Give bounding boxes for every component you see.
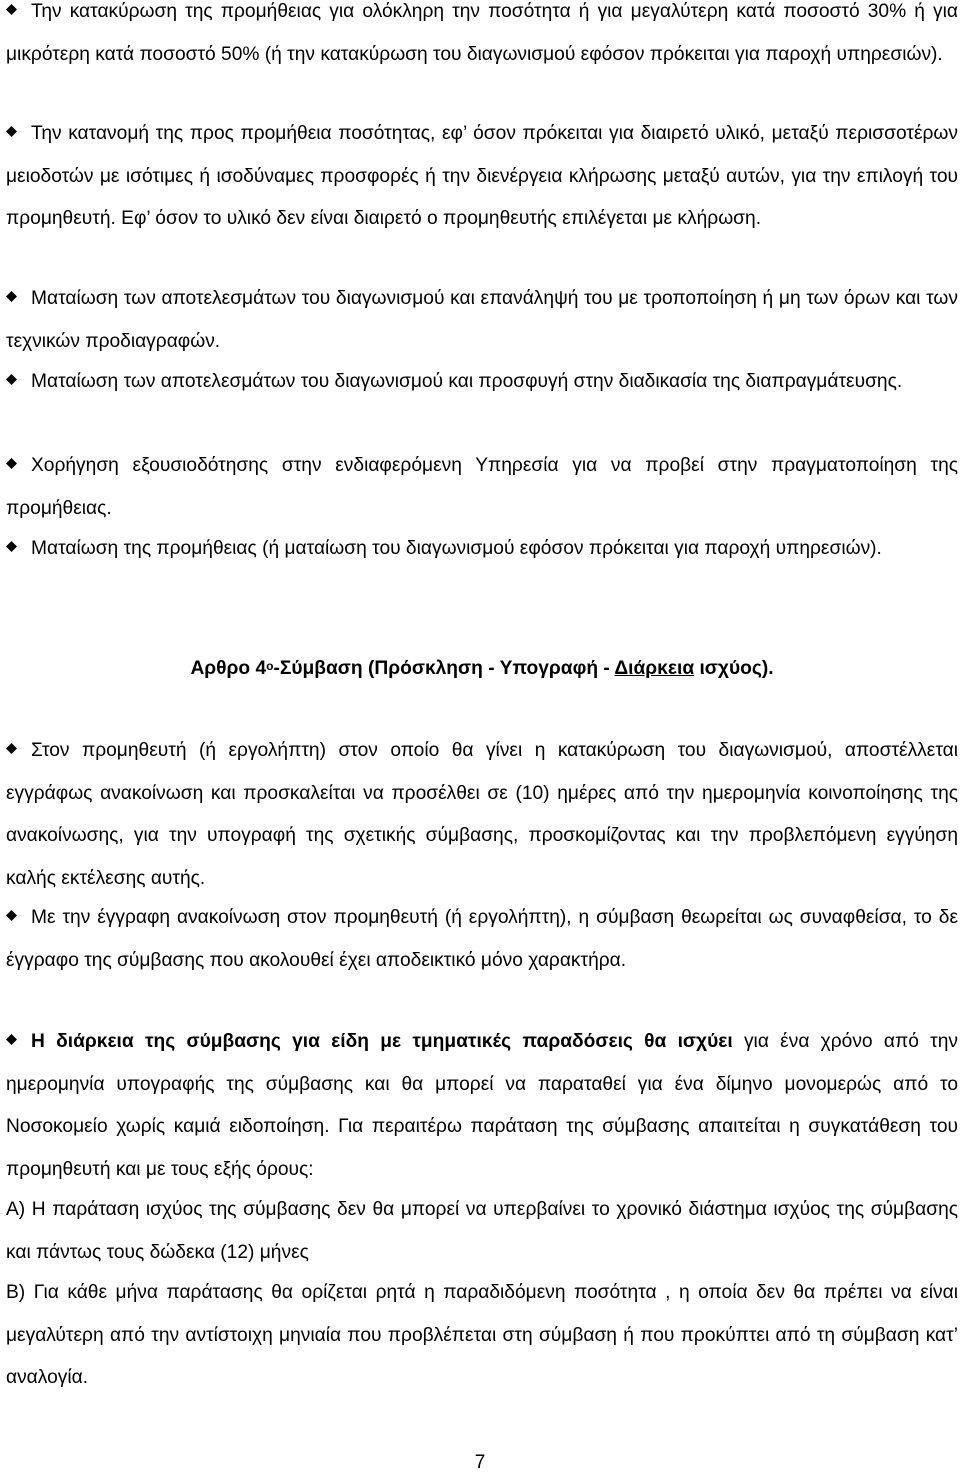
paragraph-text: Την κατακύρωση της προμήθειας για ολόκληρη την ποσότητα ή για μεγαλύτερη κατά ποσοστό 30% ή για μικρότερη κατά ποσοστό 50% (ή την κατακύρωση του διαγωνισμού εφόσον πρόκειται για παροχή υπηρεσιών).	[6, 1, 958, 65]
list-item	[6, 361, 958, 404]
list-item	[6, 730, 958, 900]
list-item	[6, 278, 958, 363]
duration-bold-text: Η διάρκεια της σύμβασης για είδη με τμηματικές παραδόσεις θα ισχύει	[31, 1031, 733, 1052]
condition-a: Α) Η παράταση ισχύος της σύμβασης δεν θα μπορεί να υπερβαίνει το χρονικό διάστημα ισχύος της σύμβασης και πάντως τους δώδεκα (12) μήνες	[6, 1199, 958, 1263]
list-item-text: Χορήγηση εξουσιοδότησης στην ενδιαφερόμενη Υπηρεσία για να προβεί στην πραγματοποίηση της προμήθειας.	[6, 455, 958, 519]
diamond-bullet-icon	[6, 4, 17, 15]
list-item	[6, 528, 958, 571]
diamond-bullet-icon	[6, 541, 17, 552]
diamond-bullet-icon	[6, 291, 17, 302]
page-number: 7	[474, 1452, 486, 1473]
diamond-bullet-icon	[6, 743, 17, 754]
list-item-text: Ματαίωση των αποτελεσμάτων του διαγωνισμού και επανάληψή του με τροποποίηση ή μη των όρων και των τεχνικών προδιαγραφών.	[6, 288, 958, 352]
list-item	[6, 897, 958, 982]
list-item	[6, 113, 958, 241]
diamond-bullet-icon	[6, 126, 17, 137]
duration-text: για ένα χρόνο από την ημερομηνία υπογραφής της σύμβασης και θα μπορεί να παραταθεί για ένα δίμηνο μονομερώς από το Νοσοκομείο χωρίς καμιά ειδοποίηση. Για περαιτέρω παράταση της σύμβασης απαιτείται η συγκατάθεση του προμηθευτή και με τους εξής όρους:	[6, 1031, 958, 1180]
diamond-bullet-icon	[6, 1034, 17, 1045]
continuation-paragraph	[6, 0, 958, 76]
list-item-text: Με την έγγραφη ανακοίνωση στον προμηθευτή (ή εργολήπτη), η σύμβαση θεωρείται ως συναφθείσα, το δε έγγραφο της σύμβασης που ακολουθεί έχει αποδεικτικό μόνο χαρακτήρα.	[6, 907, 958, 971]
list-item-text: Την κατανομή της προς προμήθεια ποσότητας, εφ’ όσον πρόκειται για διαιρετό υλικό, μεταξύ περισσοτέρων μειοδοτών με ισότιμες ή ισοδύναμες προσφορές ή την διενέργεια κλήρωσης μεταξύ αυτών, για την επιλογή του προμηθευτή. Εφ’ όσον το υλικό δεν είναι διαιρετό ο προμηθευτής επιλέγεται με κλήρωση.	[6, 123, 958, 230]
article-heading: Αρθρο $4^o$-Σύμβαση (Πρόσκληση - Υπογραφή - Διάρκεια ισχύος).	[190, 658, 774, 679]
diamond-bullet-icon	[6, 458, 17, 469]
diamond-bullet-icon	[6, 374, 17, 385]
list-item	[6, 445, 958, 530]
list-item-text: Ματαίωση των αποτελεσμάτων του διαγωνισμού και προσφυγή στην διαδικασία της διαπραγμάτευσης.	[31, 371, 903, 392]
duration-paragraph	[6, 1021, 958, 1191]
condition-b: Β) Για κάθε μήνα παράτασης θα ορίζεται ρητά η παραδιδόμενη ποσότητα , η οποία δεν θα πρέπει να είναι μεγαλύτερη από την αντίστοιχη μηνιαία που προβλέπεται στη σύμβαση ή που προκύπτει από τη σύμβαση κατ’ αναλογία.	[6, 1282, 958, 1389]
list-item-text: Ματαίωση της προμήθειας (ή ματαίωση του διαγωνισμού εφόσον πρόκειται για παροχή υπηρεσιών).	[31, 538, 882, 559]
diamond-bullet-icon	[6, 910, 17, 921]
list-item-text: Στον προμηθευτή (ή εργολήπτη) στον οποίο θα γίνει η κατακύρωση του διαγωνισμού, αποστέλλεται εγγράφως ανακοίνωση και προσκαλείται να προσέλθει σε (10) ημέρες από την ημερομηνία κοινοποίησης της ανακοίνωσης, για την υπογραφή της σχετικής σύμβασης, προσκομίζοντας και την προβλεπόμενη εγγύηση καλής εκτέλεσης αυτής.	[6, 740, 958, 889]
